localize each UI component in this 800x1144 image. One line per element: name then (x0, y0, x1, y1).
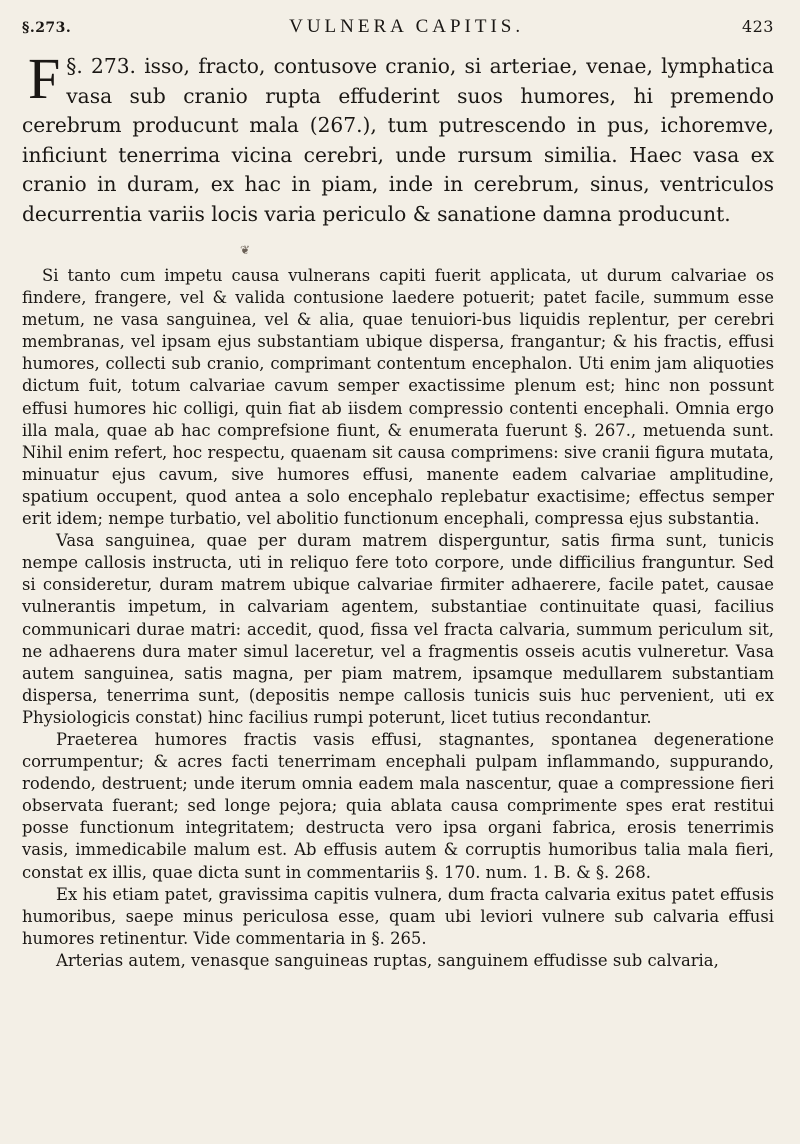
commentary-paragraph: Arterias autem, venasque sanguineas ruptas, sanguinem effudisse sub calvaria, (56, 950, 719, 970)
commentary-paragraph: Vasa sanguinea, quae per duram matrem disperguntur, satis firma sunt, tunicis nempe callosis instructa, uti in reliquo fere toto corpore, unde difficilius franguntur. Sed si consideretur, duram matrem ubique calvariae firmiter adhaerere, facile patet, causae vulnerantis impetum, in calvariam agentem, substantiae continuitate quasi, facilius communicari durae matri: accedit, quod, fissa vel fracta calvaria, summum periculum sit, ne adhaerens dura mater simul laceretur, vel a fragmentis osseis acutis vulneretur. Vasa autem sanguinea, satis magna, per piam matrem, ipsamque medullarem substantiam dispersa, tenerrima sunt, (depositis nempe callosis tunicis suis huc pervenient, uti ex Physiologicis constat) hinc facilius rumpi poterunt, licet tutius recondantur. (22, 531, 774, 727)
commentary-paragraph: Ex his etiam patet, gravissima capitis vulnera, dum fracta calvaria exitus patet effusis humoribus, saepe minus periculosa esse, quam ubi leviori vulnere sub calvaria effusi humores retinentur. Vide commentaria in §. 265. (22, 884, 774, 948)
header-title: VULNERA CAPITIS. (289, 16, 525, 37)
header-section-ref: §.273. (22, 20, 72, 36)
page-number: 423 (741, 17, 774, 36)
running-header (22, 16, 774, 50)
commentary-paragraph: Praeterea humores fractis vasis effusi, stagnantes, spontanea degeneratione corrumpentur; & acres facti tenerrimam encephali pulpam inflammando, suppurando, rodendo, destruent; unde iterum omnia eadem mala nascentur, quae a compressione fieri observata fuerant; sed longe pejora; quia ablata causa comprimente spes erat restitui posse functionum integritatem; destructa vero ipsa organi fabrica, erosis tenerrimis vasis, immedicabile malum est. Ab effusis autem & corruptis humoribus talia mala fieri, constat ex illis, quae dicta sunt in commentariis §. 170. num. 1. B. & §. 268. (22, 729, 774, 882)
drop-cap: F (28, 46, 61, 111)
main-aphorism (22, 46, 774, 229)
section-number: §. 273. (66, 54, 136, 78)
commentary (22, 265, 774, 972)
main-aphorism-text: issо, fracto, contusove cranio, si arteriae, venae, lymphatica vasa sub cranio rupta effuderint suos humores, hi premendo cerebrum producunt mala (267.), tum putrescendo in pus, ichoremve, inficiunt tenerrima vicina cerebri, unde rursum similia. Haec vasa ex cranio in duram, ex hac in piam, inde in cerebrum, sinus, ventriculos decurrentia variis locis varia periculo & sanatione damna producunt. (22, 54, 774, 226)
ornament-divider-icon: ❦ (240, 243, 251, 257)
commentary-paragraph: Si tanto cum impetu causa vulnerans capiti fuerit applicata, ut durum calvariae os findere, frangere, vel & valida contusione laedere potuerit; patet facile, summum esse metum, ne vasa sanguinea, vel & alia, quae tenuiori-bus liquidis replentur, per cerebri membranas, vel ipsam ejus substantiam ubique dispersa, frangantur; & his fractis, effusi humores, collecti sub cranio, comprimant contentum encephalon. Uti enim jam aliquoties dictum fuit, totum calvariae cavum semper exactissime plenum est; hinc non possunt effusi humores hic colligi, quin fiat ab iisdem compressio contenti encephali. Omnia ergo illa mala, quae ab hac comprefsione fiunt, & enumerata fuerunt §. 267., metuenda sunt. Nihil enim refert, hoc respectu, quaenam sit causa comprimens: sive cranii figura mutata, minuatur ejus cavum, sive humores effusi, manente eadem calvariae amplitudine, spatium occupent, quod antea a solo encephalo replebatur exactisime; effectus semper erit idem; nempe turbatio, vel abolitio functionum encephali, compressa ejus substantia. (22, 266, 774, 529)
